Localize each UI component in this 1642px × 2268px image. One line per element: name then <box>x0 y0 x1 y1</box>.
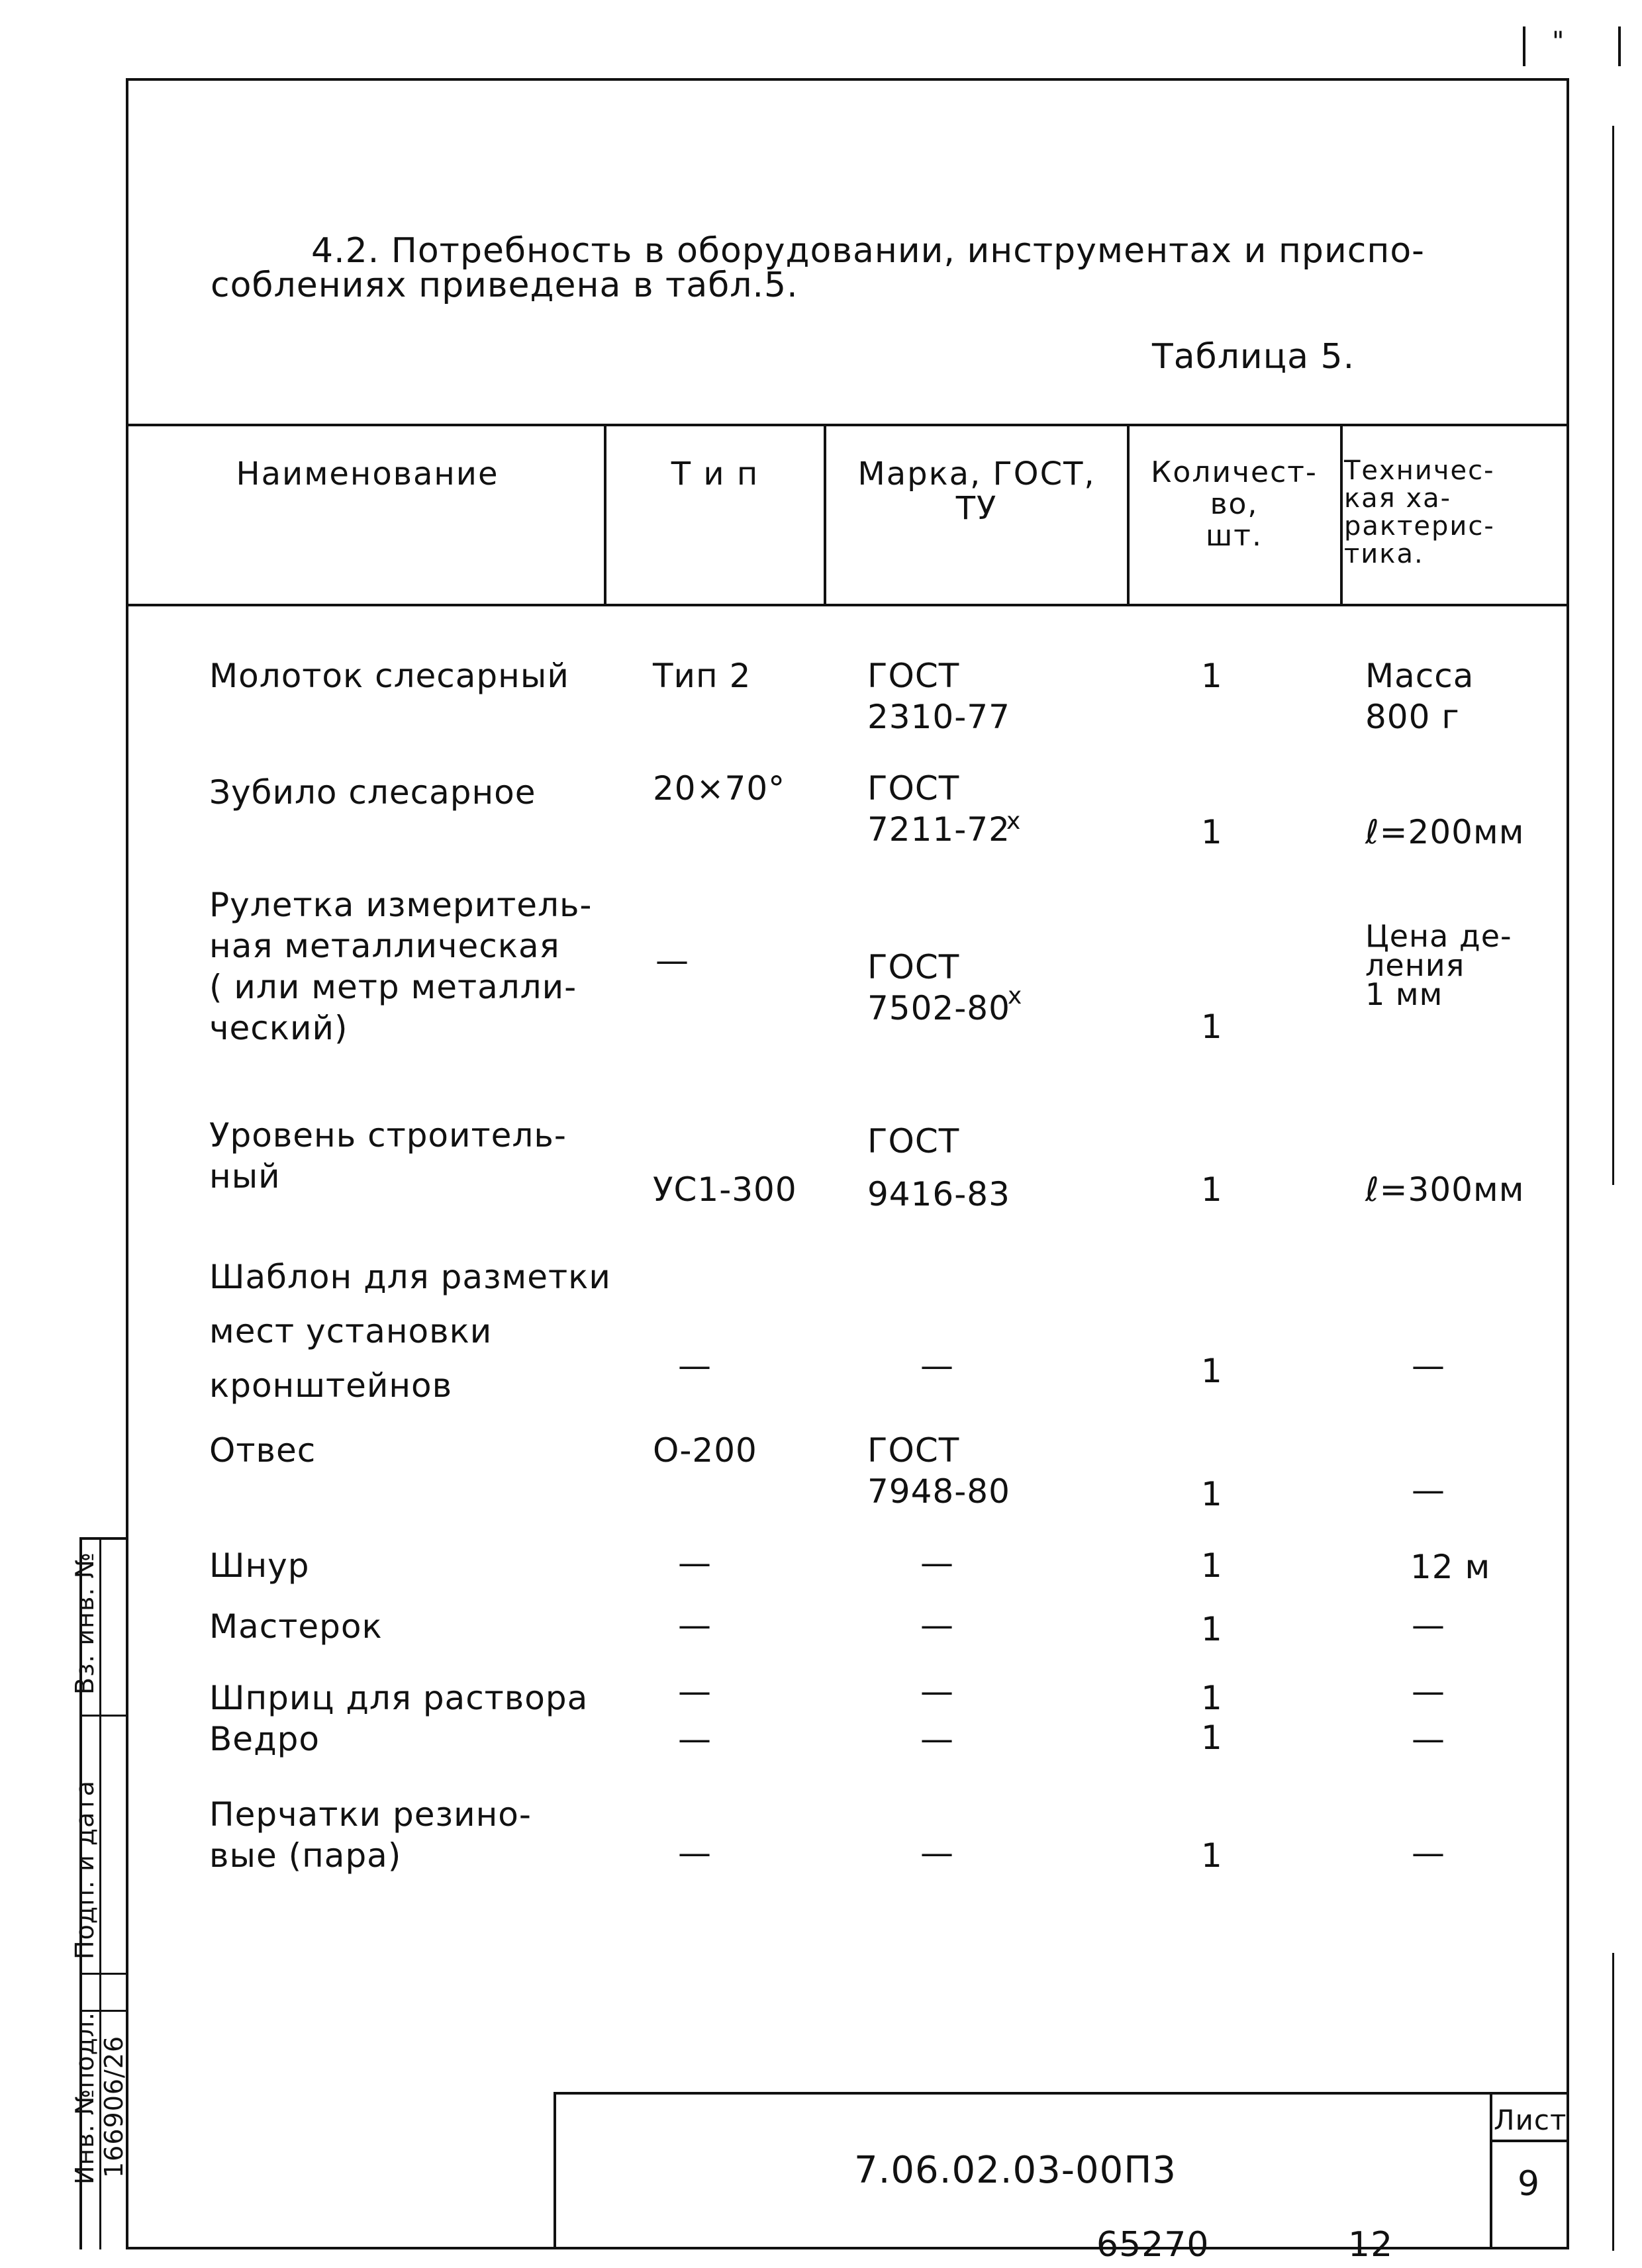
frame-left <box>126 78 128 2249</box>
row-type: — <box>655 941 689 980</box>
row-qty: 1 <box>1201 813 1223 851</box>
row-gost: ГОСТ 9416-83 <box>867 1122 1010 1213</box>
row-qty: 1 <box>1201 1679 1223 1717</box>
row-name: Молоток слесарный <box>209 657 569 695</box>
row-type: — <box>678 1347 712 1385</box>
row-spec: Цена де- ления 1 мм <box>1365 918 1512 1012</box>
row-spec: — <box>1412 1672 1445 1711</box>
row-spec: 12 м <box>1410 1548 1491 1586</box>
row-type: О-200 <box>653 1431 757 1470</box>
row-spec: — <box>1412 1606 1445 1644</box>
row-type: УС1-300 <box>653 1170 797 1209</box>
table-header-bottom <box>126 604 1569 606</box>
row-name: Мастерок <box>209 1607 383 1646</box>
doc-code: 7.06.02.03-00П3 <box>854 2149 1177 2192</box>
intro-line-1: 4.2. Потребность в оборудовании, инструментах и приспо- <box>311 231 1425 271</box>
side-stamp-div2 <box>79 1973 127 1975</box>
intro-line-2: соблениях приведена в табл.5. <box>211 265 798 305</box>
sheet-number: 9 <box>1518 2164 1541 2204</box>
row-spec: — <box>1412 1720 1445 1758</box>
col-divider-3 <box>1127 424 1130 606</box>
frame-right <box>1567 78 1569 2249</box>
row-qty: 1 <box>1201 1008 1223 1046</box>
row-spec: — <box>1412 1471 1445 1509</box>
side-inv-value: 166906/26 <box>99 2035 128 2178</box>
row-gost: — <box>920 1347 954 1385</box>
row-name: Рулетка измеритель- ная металлическая ( или метр металли- ческий) <box>209 886 593 1047</box>
col-divider-2 <box>824 424 826 606</box>
side-label-inv-no: Инв. №подл. <box>70 2011 99 2185</box>
row-gost: — <box>920 1834 954 1872</box>
row-type: — <box>678 1606 712 1644</box>
row-qty: 1 <box>1201 1836 1223 1875</box>
header-name: Наименование <box>236 455 499 493</box>
right-margin-line-lower <box>1612 1953 1614 2251</box>
stamp-top <box>554 2092 1569 2095</box>
col-divider-4 <box>1340 424 1343 606</box>
row-name: Ведро <box>209 1720 320 1758</box>
side-label-sign-date: Подп. и дата <box>70 1780 99 1960</box>
header-qty: Количест- во, шт. <box>1151 455 1318 553</box>
row-qty: 1 <box>1201 1610 1223 1648</box>
row-gost: ГОСТ 2310-77 <box>867 657 1010 736</box>
row-name: Шаблон для разметки мест установки кронштейнов <box>209 1258 611 1405</box>
row-qty: 1 <box>1201 1170 1223 1209</box>
corner-mark <box>1523 26 1621 66</box>
table-header-top <box>126 424 1569 426</box>
row-spec: — <box>1412 1347 1445 1385</box>
header-spec: Техничес- кая ха- рактерис- тика. <box>1344 455 1495 569</box>
footer-code: 65270 <box>1096 2225 1210 2265</box>
row-qty: 1 <box>1201 657 1223 695</box>
row-name: Зубило слесарное <box>209 773 536 812</box>
sheet-label: Лист <box>1494 2104 1567 2136</box>
col-divider-1 <box>604 424 606 606</box>
row-name: Перчатки резино- вые (пара) <box>209 1795 532 1875</box>
row-type: Тип 2 <box>653 657 751 695</box>
frame-top <box>126 78 1569 81</box>
row-type: 20×70° <box>653 769 786 808</box>
header-gost: Марка, ГОСТ, ТУ <box>857 455 1096 527</box>
row-name: Шнур <box>209 1546 310 1585</box>
row-gost-sup: х <box>1008 982 1022 1010</box>
side-stamp-div1 <box>79 1715 127 1717</box>
row-gost: — <box>920 1606 954 1644</box>
row-type: — <box>678 1834 712 1872</box>
row-type: — <box>678 1672 712 1711</box>
stamp-left <box>554 2092 556 2248</box>
row-gost: — <box>920 1720 954 1758</box>
row-spec: ℓ=300мм <box>1365 1170 1525 1209</box>
row-gost-sup: х <box>1006 808 1021 835</box>
row-spec: Масса 800 г <box>1365 657 1474 736</box>
row-name: Отвес <box>209 1431 316 1470</box>
row-name: Шприц для раствора <box>209 1679 589 1717</box>
row-gost: ГОСТ 7211-72 <box>867 769 1010 849</box>
row-name: Уровень строитель- ный <box>209 1116 567 1196</box>
table-label: Таблица 5. <box>1152 337 1355 377</box>
row-type: — <box>678 1720 712 1758</box>
header-type: Т и п <box>671 455 759 493</box>
side-label-vz-inv: Вз. инв. № <box>70 1551 99 1695</box>
row-gost: — <box>920 1544 954 1582</box>
footer-page: 12 <box>1348 2225 1394 2265</box>
row-type: — <box>678 1544 712 1582</box>
row-spec: — <box>1412 1834 1445 1872</box>
row-gost: — <box>920 1672 954 1711</box>
right-margin-line <box>1612 126 1614 1185</box>
stamp-sheet-divider <box>1490 2092 1492 2248</box>
row-qty: 1 <box>1201 1475 1223 1513</box>
row-spec: ℓ=200мм <box>1365 813 1525 851</box>
row-qty: 1 <box>1201 1352 1223 1390</box>
row-qty: 1 <box>1201 1546 1223 1585</box>
side-stamp-top <box>79 1537 127 1540</box>
row-qty: 1 <box>1201 1719 1223 1757</box>
corner-mark-text: " <box>1552 26 1565 57</box>
row-gost: ГОСТ 7948-80 <box>867 1431 1010 1511</box>
row-gost: ГОСТ 7502-80 <box>867 948 1010 1027</box>
